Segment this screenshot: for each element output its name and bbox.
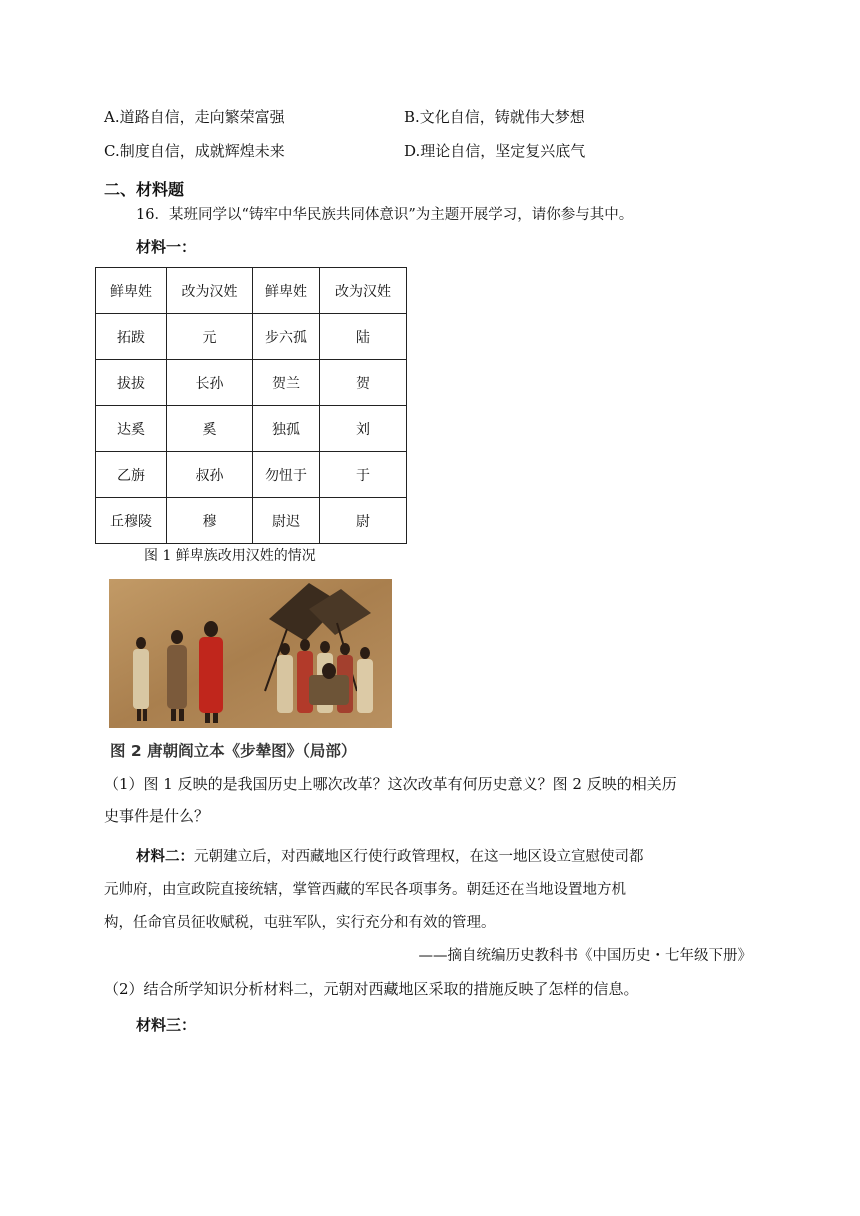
option-a: A.道路自信，走向繁荣富强 [104,108,285,126]
material3-label: 材料三： [136,1016,197,1034]
table-cell: 独孤 [253,406,320,452]
painting-image [109,579,392,728]
option-d: D.理论自信，坚定复兴底气 [404,142,586,160]
table-cell: 拔拔 [96,360,167,406]
table-header-cell: 鲜卑姓 [96,268,167,314]
q1-line1: （1）图 1 反映的是我国历史上哪次改革？这次改革有何历史意义？图 2 反映的相关历 [104,775,677,793]
table-header-row [96,268,407,314]
material2-label: 材料二： [136,848,194,865]
bunian-painting-illustration [109,579,392,728]
table-cell: 于 [320,452,407,498]
table-row [96,360,407,406]
table-cell: 贺 [320,360,407,406]
material2-line3: 构，任命官员征收赋税，屯驻军队，实行充分和有效的管理。 [104,915,496,931]
material2-source: ——摘自统编历史教科书《中国历史・七年级下册》 [418,948,752,964]
table-cell: 元 [167,314,253,360]
material2-line2: 元帅府，由宣政院直接统辖，掌管西藏的军民各项事务。朝廷还在当地设置地方机 [104,882,626,898]
option-b: B.文化自信，铸就伟大梦想 [404,108,585,126]
table-header-cell: 改为汉姓 [167,268,253,314]
table-cell: 勿忸于 [253,452,320,498]
table-row [96,314,407,360]
table-header-cell: 鲜卑姓 [253,268,320,314]
table-cell: 陆 [320,314,407,360]
table-cell: 贺兰 [253,360,320,406]
table-row [96,452,407,498]
option-c: C.制度自信，成就辉煌未来 [104,142,285,160]
table-cell: 乙旃 [96,452,167,498]
table-cell: 尉迟 [253,498,320,544]
table-cell: 丘穆陵 [96,498,167,544]
table-cell: 长孙 [167,360,253,406]
table-cell: 穆 [167,498,253,544]
q2-text: （2）结合所学知识分析材料二，元朝对西藏地区采取的措施反映了怎样的信息。 [104,980,639,998]
fig2-caption: 图 2 唐朝阎立本《步辇图》（局部） [110,742,357,760]
surname-table [95,267,407,544]
table-cell: 步六孤 [253,314,320,360]
material2-line1 [136,845,644,866]
table-row [96,498,407,544]
table-cell: 叔孙 [167,452,253,498]
table-header-cell: 改为汉姓 [320,268,407,314]
section-title: 二、材料题 [104,180,185,199]
table-cell: 达奚 [96,406,167,452]
material1-label: 材料一： [136,238,197,256]
table-cell: 尉 [320,498,407,544]
fig1-caption: 图 1 鲜卑族改用汉姓的情况 [144,548,316,564]
table-cell: 拓跋 [96,314,167,360]
table-row [96,406,407,452]
table-cell: 刘 [320,406,407,452]
question-stem: 16．某班同学以“铸牢中华民族共同体意识”为主题开展学习，请你参与其中。 [136,207,634,223]
q1-line2: 史事件是什么？ [104,807,210,825]
table-cell: 奚 [167,406,253,452]
material2-text1: 元朝建立后，对西藏地区行使行政管理权，在这一地区设立宣慰使司都 [194,849,644,865]
